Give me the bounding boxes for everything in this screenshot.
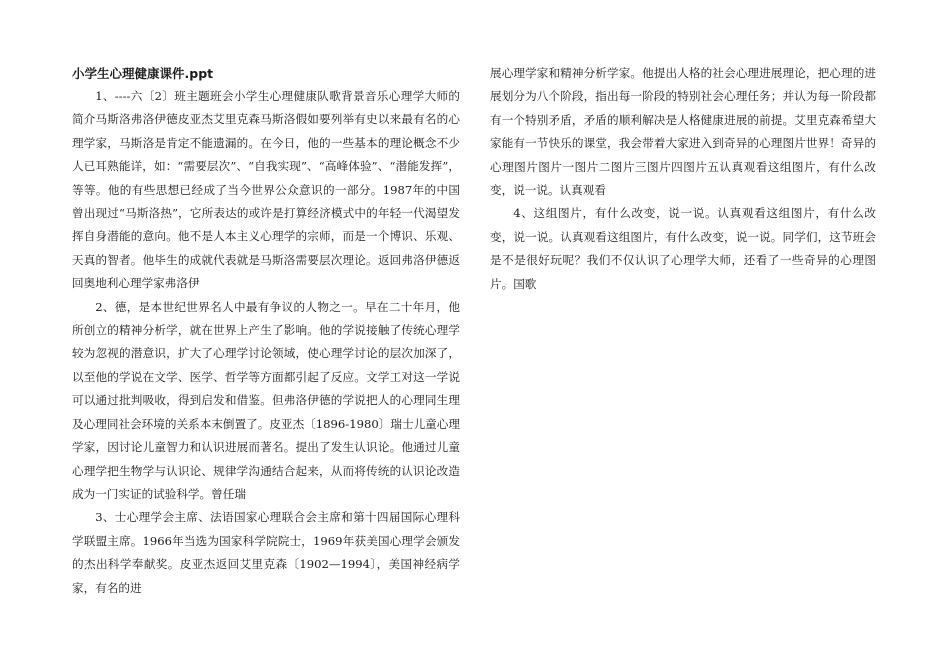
paragraph-3: 3、士心理学会主席、法语国家心理联合会主席和第十四届国际心理科学联盟主席。1966年当选为国家科学院院士，1969年获美国心理学会颁发的杰出科学奉献奖。皮亚杰返回艾里克森〔1902—1994〕，美国神经病学家，有名的进 xyxy=(72,510,460,595)
right-column xyxy=(490,62,876,296)
document-title: 小学生心理健康课件.ppt xyxy=(72,66,214,81)
paragraph-2: 2、德，是本世纪世界名人中最有争议的人物之一。早在二十年月，他所创立的精神分析学，就在世界上产生了影响。他的学说接触了传统心理学较为忽视的潜意识，扩大了心理学讨论领域，使心理学讨论的层次加深了，以至他的学说在文学、医学、哲学等方面都引起了反应。文学工对这一学说可以通过批判吸收，得到启发和借鉴。但弗洛伊德的学说把人的心理同生理及心理同社会环境的关系本末倒置了。皮亚杰〔1896-1980〕瑞士儿童心理学家，因讨论儿童智力和认识进展而著名。提出了发生认识论。他通过儿童心理学把生物学与认识论、规律学沟通结合起来，从而将传统的认识论改造成为一门实证的试验科学。曾任瑞 xyxy=(72,299,460,501)
paragraph-1: 1、----六〔2〕班主题班会小学生心理健康队歌背景音乐心理学大师的简介马斯洛弗洛伊德皮亚杰艾里克森马斯洛假如要列举有史以来最有名的心理学家，马斯洛是肯定不能遗漏的。在今日，他的一些基本的理论概念不少人已耳熟能详，如：“需要层次”、“自我实现”、“高峰体验”、“潜能发挥”，等等。他的有些思想已经成了当今世界公众意识的一部分。1987年的中国曾出现过“马斯洛热”，它所表达的或许是打算经济模式中的年轻一代渴望发挥自身潜能的意向。他不是人本主义心理学的宗师，而是一个博识、乐观、天真的智者。他毕生的成就代表就是马斯洛需要层次理论。返回弗洛伊德返回奥地利心理学家弗洛伊 xyxy=(72,89,460,291)
paragraph-4: 4、这组图片，有什么改变，说一说。认真观看这组图片，有什么改变，说一说。认真观看这组图片，有什么改变，说一说。同学们，这节班会是不是很好玩呢？我们不仅认识了心理学大师，还看了一些奇异的心理图片。国歌 xyxy=(490,206,876,291)
left-column xyxy=(72,62,460,600)
paragraph-3-continued: 展心理学家和精神分析学家。他提出人格的社会心理进展理论，把心理的进展划分为八个阶段，指出每一阶段的特别社会心理任务；并认为每一阶段都有一个特别矛盾，矛盾的顺利解决是人格健康进展的前提。艾里克森希望大家能有一节快乐的课堂，我会带着大家进入到奇异的心理图片世界！奇异的心理图片图片一图片二图片三图片四图片五认真观看这组图片，有什么改变，说一说。认真观看 xyxy=(490,66,876,198)
